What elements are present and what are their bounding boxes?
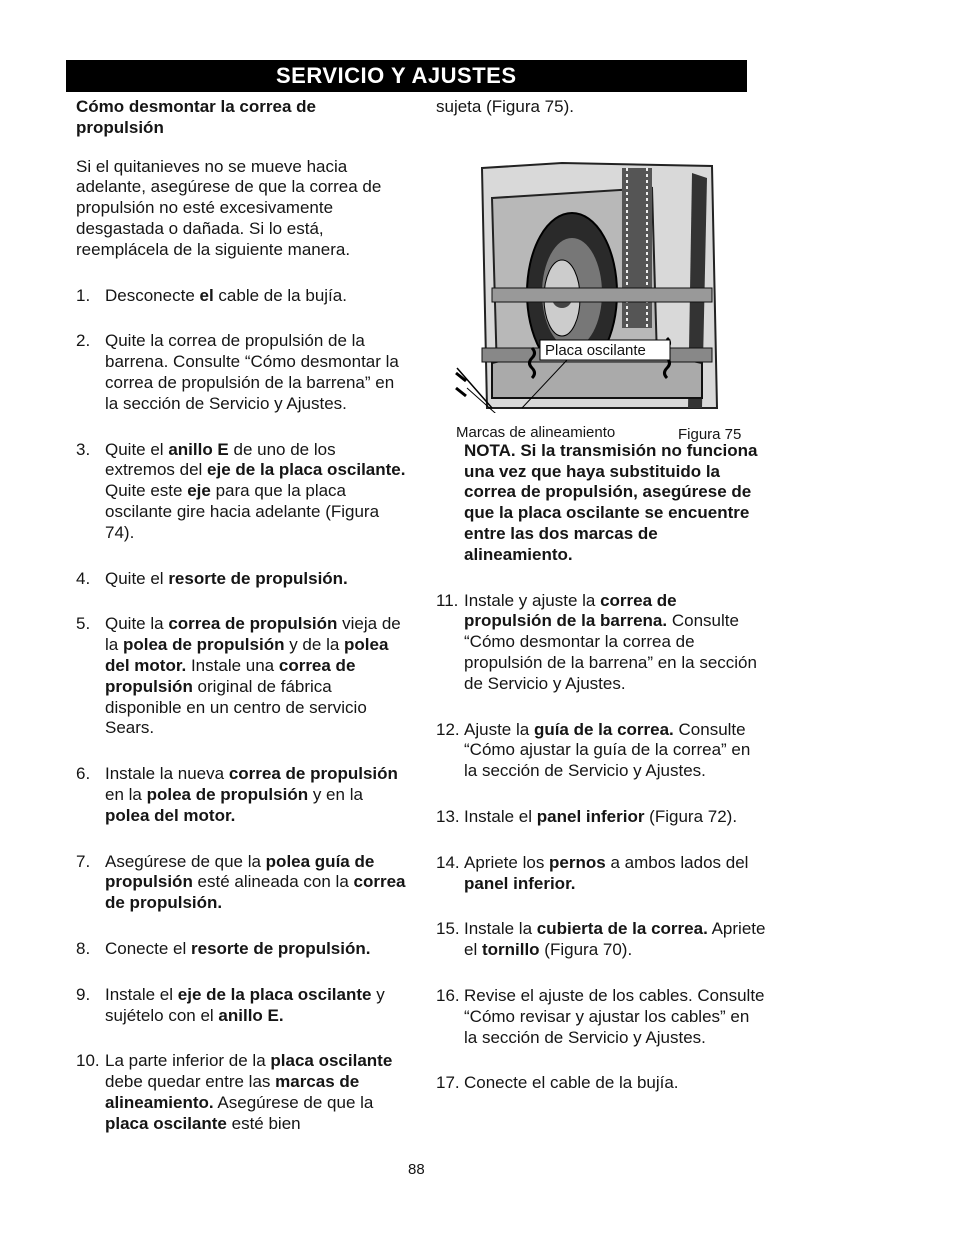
step-text-bold: anillo E. — [218, 1005, 284, 1025]
step-text-run: esté alineada con la — [192, 872, 354, 892]
step-text-run: Instale una — [186, 655, 279, 675]
step-text-bold: correa de propulsión — [168, 614, 338, 634]
step-text-run: Conecte el — [105, 938, 191, 958]
step-text-run: original de fábrica disponible en un centro de servicio Sears. — [105, 676, 367, 738]
step-text — [105, 569, 348, 588]
step-item — [76, 939, 406, 960]
step-text — [105, 1051, 392, 1132]
step-item — [76, 614, 406, 739]
step-item — [76, 764, 406, 826]
figure-75-illustration — [452, 158, 742, 413]
step-number: 5. — [76, 614, 91, 634]
step-text-run: Instale la — [464, 919, 537, 939]
steps-list-right — [436, 591, 766, 1095]
intro-paragraph: Si el quitanieves no se mueve hacia adelante, asegúrese de que la correa de propulsión no esté excesivamente desgastada o dañada. Si lo está, reemplácela de la siguiente manera. — [76, 156, 382, 259]
step-item — [436, 986, 766, 1048]
step-text-run: (Figura 72). — [644, 806, 738, 826]
step-text-run: y de la — [284, 635, 345, 655]
step-text-bold: placa oscilante — [105, 1113, 227, 1133]
step-text — [105, 440, 405, 542]
step-text-run: La parte inferior de la — [105, 1051, 271, 1071]
step-number: 2. — [76, 331, 91, 351]
step-text-bold: eje de la placa oscilante. — [207, 460, 406, 480]
left-column — [76, 97, 406, 1159]
step-text-run: Asegúrese de que la — [213, 1092, 374, 1112]
step-text-run: Apriete los — [464, 852, 550, 872]
step-text — [105, 985, 385, 1025]
step-text-bold: resorte de propulsión. — [191, 938, 371, 958]
step-item — [436, 720, 766, 782]
step-text-bold: polea del motor. — [105, 805, 236, 825]
step-text-bold: correa de propulsión — [105, 655, 356, 696]
step-text — [105, 764, 398, 825]
section-banner: SERVICIO Y AJUSTES — [66, 60, 747, 92]
step-number: 10. — [76, 1051, 100, 1071]
step-text — [105, 286, 347, 305]
step-number: 9. — [76, 984, 91, 1004]
step-text — [464, 720, 750, 781]
step-text-bold: marcas de alineamiento. — [105, 1072, 360, 1112]
step-text-bold: panel inferior — [536, 806, 645, 826]
step-text-bold: guía de la correa. — [533, 719, 674, 739]
step-text-run: cable de la bujía. — [213, 285, 347, 305]
step-item — [436, 591, 766, 695]
step-text-run: Instale el — [105, 984, 178, 1004]
step-text-run: vieja de la — [105, 614, 401, 655]
step-text-run: en la — [105, 784, 147, 804]
step-text-run: y en la — [308, 784, 363, 804]
step-text-run: de uno de los extremos del — [105, 439, 336, 480]
step-text-bold: correa de propulsión. — [105, 872, 406, 913]
step-text-run: Consulte “Cómo desmontar la correa de propulsión de la barrena” en la sección de Servicio y Ajustes. — [464, 611, 757, 693]
step-text — [464, 807, 737, 826]
step-text-run: Instale la nueva — [105, 764, 229, 784]
step-text-run: Apriete el — [464, 919, 766, 960]
step-number: 7. — [76, 851, 91, 871]
step-text-run: Consulte “Cómo ajustar la guía de la correa” en la sección de Servicio y Ajustes. — [464, 719, 751, 781]
step-text — [105, 852, 405, 913]
figure-caption-marks: Marcas de alineamiento — [456, 424, 616, 441]
step-number: 16. — [436, 985, 460, 1005]
step-text — [105, 614, 401, 737]
step-text-bold: correa de propulsión de la barrena. — [464, 590, 677, 631]
step-text-bold: eje — [187, 481, 211, 501]
note-paragraph: NOTA. Si la transmisión no funciona una vez que haya substituido la correa de propulsión, asegúrese de que la placa oscilante se encuentre entre las dos marcas de alineamiento. — [464, 440, 758, 564]
step-text-run: debe quedar entre las — [105, 1072, 276, 1092]
step-text-run: Conecte el cable de la bujía. — [464, 1073, 679, 1093]
step-text-bold: eje de la placa oscilante — [177, 984, 372, 1004]
step-text-bold: correa de propulsión — [228, 764, 398, 784]
step-item — [436, 1073, 766, 1094]
step-text-run: Asegúrese de que la — [105, 851, 266, 871]
step-text-run: Desconecte — [105, 285, 200, 305]
step-text-run: a ambos lados del — [605, 852, 749, 872]
step-number: 17. — [436, 1073, 460, 1093]
step-number: 8. — [76, 938, 91, 958]
step-item — [76, 1051, 406, 1134]
step-number: 6. — [76, 764, 91, 784]
continuation-text: sujeta (Figura 75). — [436, 97, 574, 116]
step-text-run: Ajuste la — [464, 719, 534, 739]
step-number: 13. — [436, 806, 460, 826]
step-text — [464, 853, 748, 893]
step-text — [105, 939, 370, 958]
step-text-bold: polea de propulsión — [146, 784, 309, 804]
step-text-run: Quite la — [105, 614, 169, 634]
step-item — [76, 331, 406, 414]
step-text-bold: polea del motor. — [105, 635, 389, 675]
step-text-bold: polea de propulsión — [122, 635, 285, 655]
steps-list-left — [76, 286, 406, 1135]
step-text-bold: cubierta de la correa. — [536, 919, 708, 939]
step-text — [105, 331, 399, 412]
step-text-bold: placa oscilante — [270, 1051, 393, 1071]
step-text-bold: tornillo — [481, 940, 540, 960]
step-number: 1. — [76, 285, 91, 305]
step-text-bold: polea guía de propulsión — [105, 851, 375, 892]
step-item — [76, 985, 406, 1027]
step-item — [76, 569, 406, 590]
step-number: 11. — [436, 590, 459, 610]
figure-callout-label: Placa oscilante — [545, 342, 646, 359]
step-text-run: Quite la correa de propulsión de la barrena. Consulte “Cómo desmontar la correa de propulsión de la barrena” en la sección de Servicio y Ajustes. — [105, 331, 399, 413]
step-text-bold: panel inferior. — [464, 873, 576, 893]
step-text-run: esté bien — [226, 1113, 301, 1133]
step-number: 14. — [436, 852, 460, 872]
page-number: 88 — [408, 1161, 425, 1178]
section-heading: Cómo desmontar la correa de propulsión — [76, 97, 316, 137]
step-item — [436, 853, 766, 895]
step-text — [464, 919, 765, 959]
step-text — [464, 591, 757, 693]
step-text-run: Revise el ajuste de los cables. Consulte “Cómo revisar y ajustar los cables” en la sección de Servicio y Ajustes. — [464, 985, 765, 1047]
step-text-run: (Figura 70). — [539, 940, 633, 960]
step-item — [76, 286, 406, 307]
step-text-bold: anillo E — [168, 439, 229, 459]
step-item — [76, 440, 406, 544]
step-text-run: para que la placa oscilante gire hacia adelante (Figura 74). — [105, 481, 380, 542]
step-text-bold: pernos — [549, 852, 606, 872]
step-text-run: Quite este — [105, 481, 188, 501]
step-text-bold: el — [199, 285, 214, 305]
step-item — [436, 919, 766, 961]
step-text-run: Quite el — [105, 568, 169, 588]
step-text — [464, 1073, 679, 1092]
step-number: 3. — [76, 439, 91, 459]
step-text-bold: resorte de propulsión. — [168, 568, 348, 588]
step-text-run: y sujételo con el — [105, 984, 385, 1025]
step-text-run: Quite el — [105, 439, 169, 459]
step-text-run: Instale y ajuste la — [464, 590, 601, 610]
step-number: 15. — [436, 919, 460, 939]
step-number: 4. — [76, 568, 91, 588]
step-text-run: Instale el — [464, 806, 537, 826]
step-text — [464, 986, 765, 1047]
step-number: 12. — [436, 719, 460, 739]
figure-caption-number: Figura 75 — [678, 426, 742, 443]
step-item — [76, 852, 406, 914]
step-item — [436, 807, 766, 828]
